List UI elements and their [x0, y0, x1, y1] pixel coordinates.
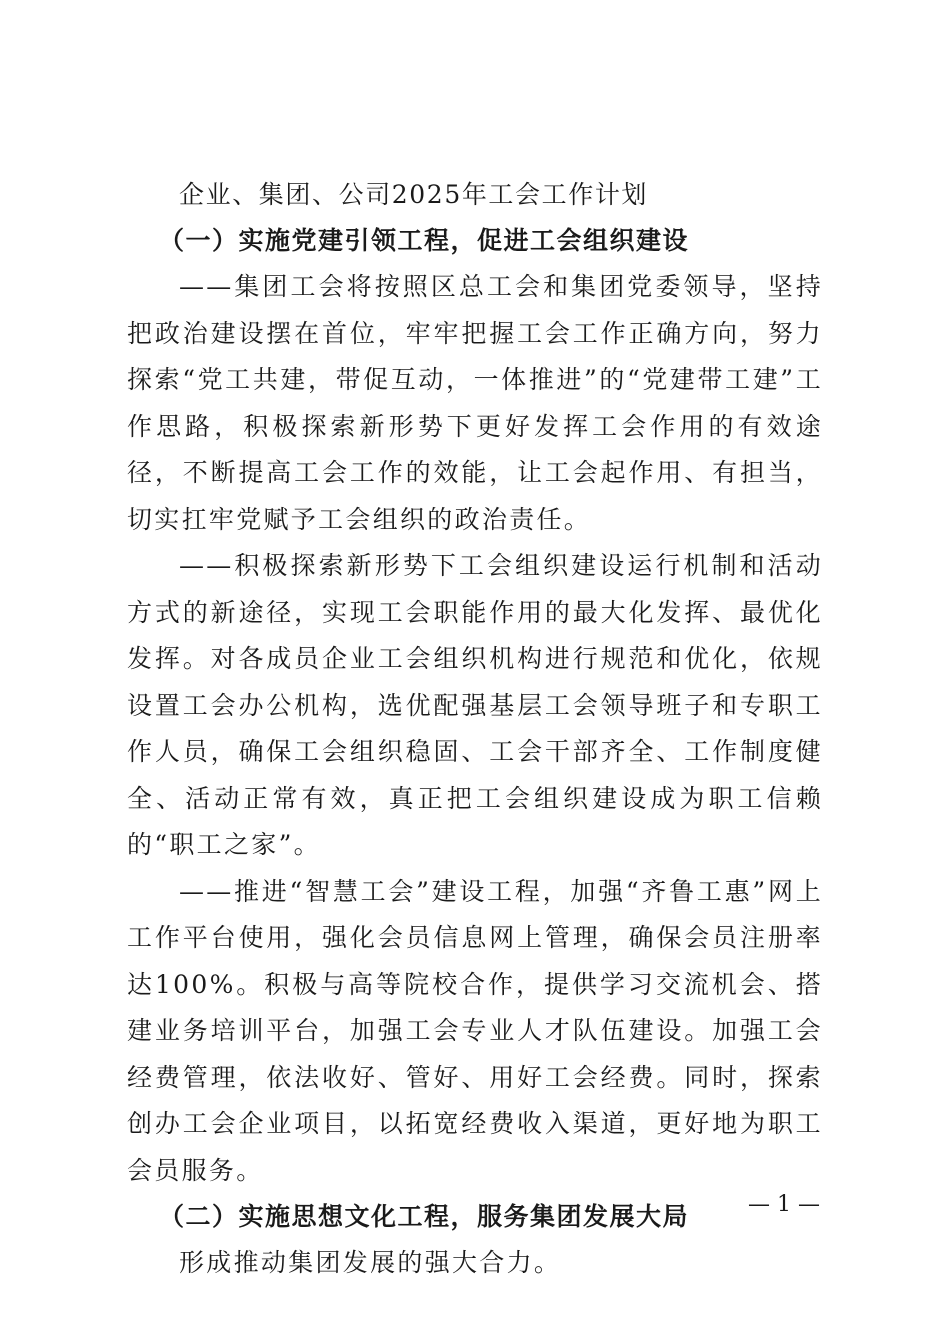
section-2-heading: （二）实施思想文化工程，服务集团发展大局	[159, 1202, 690, 1231]
section-2-paragraph-1: 形成推动集团发展的强大合力。	[179, 1248, 562, 1277]
section-1-paragraph-3: ——推进“智慧工会”建设工程，加强“齐鲁工惠”网上工作平台使用，强化会员信息网上管理，确保会员注册率达100%。积极与高等院校合作，提供学习交流机会、搭建业务培训平台，加强工会专业人才队伍建设。加强工会经费管理，依法收好、管好、用好工会经费。同时，探索创办工会企业项目，以拓宽经费收入渠道，更好地为职工会员服务。	[127, 876, 823, 1185]
section-1-paragraph-1: ——集团工会将按照区总工会和集团党委领导，坚持把政治建设摆在首位，牢牢把握工会工作正确方向，努力探索“党工共建，带促互动，一体推进”的“党建带工建”工作思路，积极探索新形势下更好发挥工会作用的有效途径，不断提高工会工作的效能，让工会起作用、有担当，切实扛牢党赋予工会组织的政治责任。	[127, 272, 823, 534]
page-number: — 1 —	[748, 1192, 820, 1217]
document-body	[127, 172, 823, 1287]
section-1-paragraph-2: ——积极探索新形势下工会组织建设运行机制和活动方式的新途径，实现工会职能作用的最大化发挥、最优化发挥。对各成员企业工会组织机构进行规范和优化，依规设置工会办公机构，选优配强基层工会领导班子和专职工作人员，确保工会组织稳固、工会干部齐全、工作制度健全、活动正常有效，真正把工会组织建设成为职工信赖的“职工之家”。	[127, 551, 823, 859]
section-1-heading: （一）实施党建引领工程，促进工会组织建设	[159, 226, 690, 255]
document-title: 企业、集团、公司2025年工会工作计划	[179, 180, 649, 209]
